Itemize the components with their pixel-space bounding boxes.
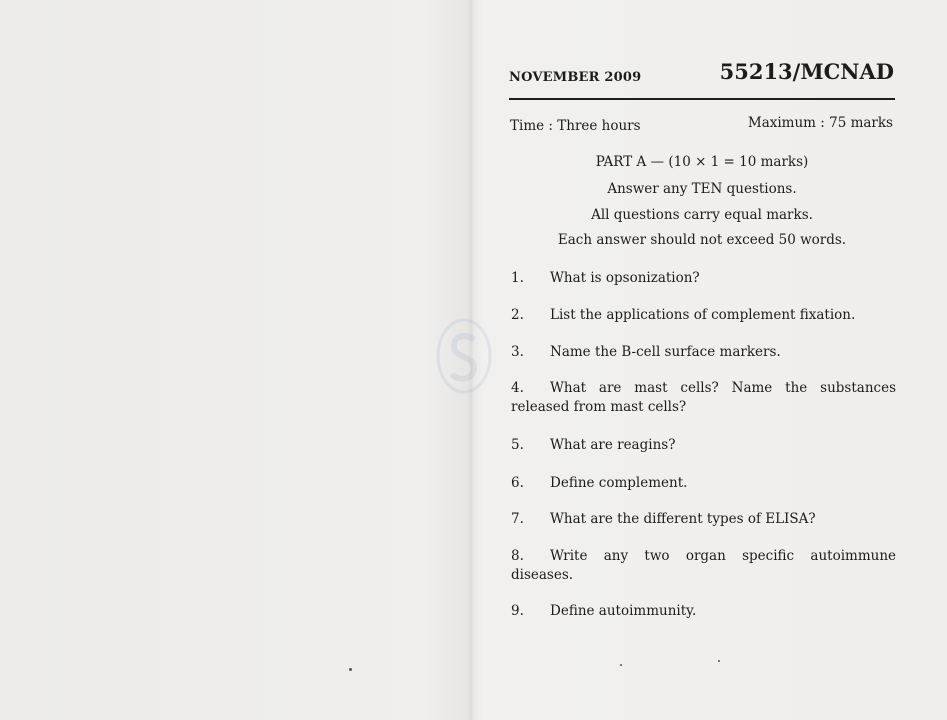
- question-text: Write any two organ specific autoimmune: [550, 548, 896, 564]
- question-8: [511, 547, 896, 585]
- maximum-marks: Maximum : 75 marks: [747, 115, 893, 131]
- question-5: [511, 436, 896, 455]
- question-number: 1.: [511, 270, 524, 286]
- question-number: 5.: [511, 437, 524, 453]
- question-text: Define autoimmunity.: [550, 603, 697, 619]
- paper-code: 55213/MCNAD: [719, 59, 894, 84]
- question-line: [511, 547, 896, 566]
- question-text: Name the B-cell surface markers.: [550, 344, 781, 360]
- scan-speck: [718, 660, 720, 662]
- question-text: Define complement.: [550, 475, 688, 491]
- question-number: 9.: [511, 603, 524, 619]
- question-continuation: diseases.: [511, 567, 574, 583]
- question-9: [511, 602, 896, 621]
- question-number: 2.: [511, 307, 524, 323]
- question-6: [511, 474, 896, 493]
- question-text: List the applications of complement fixation.: [550, 307, 856, 323]
- question-3: [511, 343, 896, 362]
- question-line: [511, 379, 896, 398]
- question-text: What are reagins?: [550, 437, 676, 453]
- question-text: What is opsonization?: [550, 270, 700, 286]
- scan-speck: [349, 668, 352, 671]
- question-number: 4.: [511, 380, 524, 396]
- exam-month: NOVEMBER 2009: [509, 70, 642, 85]
- question-number: 3.: [511, 344, 524, 360]
- question-text: What are mast cells? Name the substances: [550, 380, 896, 396]
- question-7: [511, 510, 896, 529]
- question-number: 6.: [511, 475, 524, 491]
- instruction-word-limit: Each answer should not exceed 50 words.: [557, 232, 847, 248]
- question-number: 7.: [511, 511, 524, 527]
- header-rule: [509, 98, 895, 100]
- question-continuation: released from mast cells?: [511, 399, 687, 415]
- instruction-answer-ten: Answer any TEN questions.: [607, 181, 797, 197]
- question-2: [511, 306, 896, 325]
- part-a-title: PART A — (10 × 1 = 10 marks): [595, 154, 809, 170]
- instruction-equal-marks: All questions carry equal marks.: [591, 207, 813, 223]
- question-number: 8.: [511, 548, 524, 564]
- question-1: [511, 269, 896, 288]
- question-4: [511, 379, 896, 417]
- exam-duration: Time : Three hours: [510, 118, 641, 134]
- question-text: What are the different types of ELISA?: [550, 511, 816, 527]
- scan-speck: [620, 664, 622, 666]
- watermark-seal-icon: [436, 318, 492, 394]
